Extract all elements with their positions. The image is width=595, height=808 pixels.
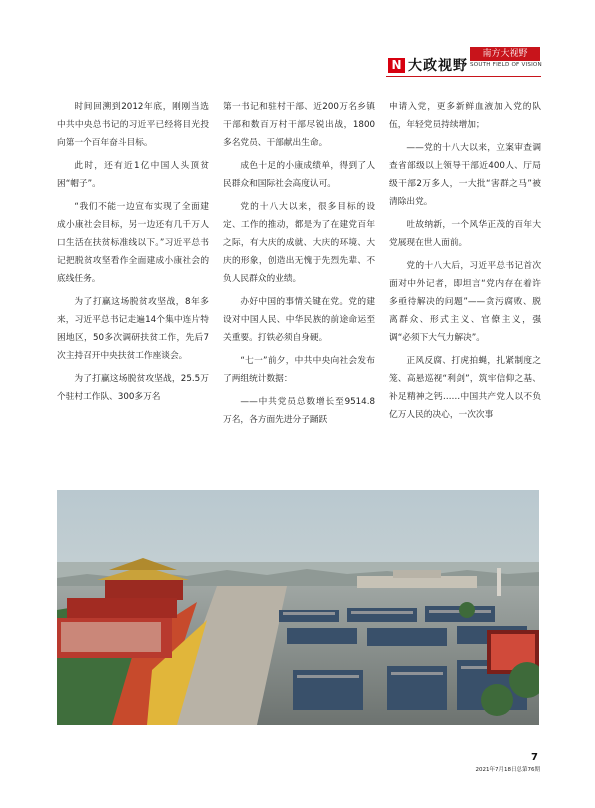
paragraph: “我们不能一边宣布实现了全面建成小康社会目标，另一边还有几千万人口生活在扶贫标准线以下。”习近平总书记把脱贫攻坚看作全面建成小康社会的底线任务。: [57, 202, 209, 284]
paragraph: 正风反腐、打虎拍蝇，扎紧制度之笼、高悬巡视“利剑”，筑牢信仰之基、补足精神之钙……中国共产党人以不负亿万人民的决心，一次次事: [389, 356, 541, 420]
section-title: 大政视野: [408, 58, 468, 74]
page-number: 7: [531, 752, 538, 763]
paragraph: “七一”前夕，中共中央向社会发布了两组统计数据：: [223, 356, 375, 384]
section-subtitle: SOUTH FIELD OF VISION: [470, 62, 542, 68]
tiananmen-square-photo: [57, 490, 539, 725]
paragraph: 办好中国的事情关键在党。党的建设对中国人民、中华民族的前途命运至关重要。打铁必须自身硬。: [223, 297, 375, 343]
paragraph: 成色十足的小康成绩单，得到了人民群众和国际社会高度认可。: [223, 161, 375, 189]
paragraph: 申请入党，更多新鲜血液加入党的队伍，年轻党员持续增加；: [389, 102, 541, 130]
header-divider: [386, 76, 541, 77]
text-column-2: [223, 98, 375, 434]
paragraph: 党的十八大以来，很多目标的设定、工作的推动，都是为了在建党百年之际，有大庆的成就、大庆的环境、大庆的形象，创造出无愧于先烈先辈、不负人民群众的业绩。: [223, 202, 375, 284]
paragraph: 第一书记和驻村干部、近200万名乡镇干部和数百万村干部尽锐出战，1800多名党员、干部献出生命。: [223, 102, 375, 148]
issue-info: 2021年7月18日总第76期: [475, 767, 540, 773]
text-column-3: [389, 98, 541, 429]
section-tag: 南方大视野: [470, 47, 540, 61]
text-column-1: [57, 98, 209, 411]
paragraph: 时间回溯到2012年底，刚刚当选中共中央总书记的习近平已经将目光投向第一个百年奋斗目标。: [57, 102, 209, 148]
paragraph: ——党的十八大以来，立案审查调查省部级以上领导干部近400人、厅局级干部2万多人，一大批“害群之马”被清除出党。: [389, 143, 541, 207]
paragraph: ——中共党员总数增长至9514.8万名，各方面先进分子踊跃: [223, 397, 375, 425]
paragraph: 此时，还有近1亿中国人头顶贫困“帽子”。: [57, 161, 209, 189]
paragraph: 为了打赢这场脱贫攻坚战，25.5万个驻村工作队、300多万名: [57, 374, 209, 402]
paragraph: 吐故纳新，一个风华正茂的百年大党展现在世人面前。: [389, 220, 541, 248]
paragraph: 党的十八大后，习近平总书记首次面对中外记者，即坦言“党内存在着许多亟待解决的问题”——贪污腐败、脱离群众、形式主义、官僚主义，强调“必须下大气力解决”。: [389, 261, 541, 343]
paragraph: 为了打赢这场脱贫攻坚战，8年多来，习近平总书记走遍14个集中连片特困地区，50多次调研扶贫工作，先后7次主持召开中央扶贫工作座谈会。: [57, 297, 209, 361]
magazine-logo: N: [388, 58, 405, 73]
